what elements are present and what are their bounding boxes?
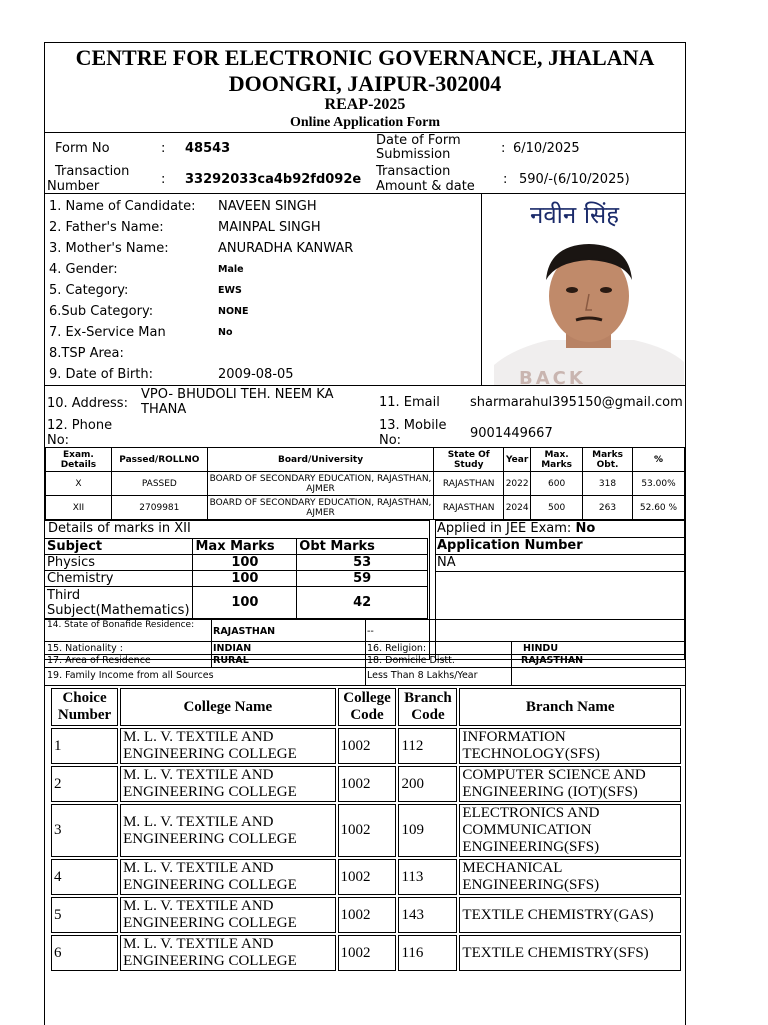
subject-cell: Third Subject(Mathematics) bbox=[45, 587, 193, 619]
mobile-label: 13. Mobile No: bbox=[379, 418, 447, 448]
column-header: State Of Study bbox=[434, 448, 504, 472]
table-row bbox=[46, 496, 685, 520]
religion-label: 16. Religion: bbox=[367, 643, 427, 654]
branch-code: 200 bbox=[398, 766, 457, 802]
table-row bbox=[46, 472, 685, 496]
divider bbox=[45, 385, 685, 386]
tsp-area-label: 8.TSP Area: bbox=[49, 346, 124, 361]
candidate-name-label: 1. Name of Candidate: bbox=[49, 199, 196, 214]
form-no-label: Form No bbox=[55, 141, 110, 156]
table-row bbox=[45, 587, 428, 619]
column-header: Subject bbox=[45, 539, 193, 555]
form-title: Online Application Form bbox=[289, 115, 441, 130]
nationality-label: 15. Nationality : bbox=[47, 643, 123, 654]
choice-number: 5 bbox=[51, 897, 118, 933]
mobile-value: 9001449667 bbox=[470, 426, 553, 441]
date-label: Date of Form Submission bbox=[376, 133, 461, 162]
subject-cell: Physics bbox=[45, 555, 193, 571]
photo-shirt-text: BACK bbox=[519, 368, 586, 386]
xii-marks-table bbox=[45, 538, 428, 619]
column-header: Choice Number bbox=[51, 688, 118, 726]
table-row bbox=[51, 728, 681, 764]
dob-value: 2009-08-05 bbox=[218, 367, 294, 382]
column-header: Max Marks bbox=[193, 539, 297, 555]
branch-code: 143 bbox=[398, 897, 457, 933]
column-header: Branch Code bbox=[398, 688, 457, 726]
divider bbox=[511, 641, 512, 685]
table-cell: 2709981 bbox=[111, 496, 207, 520]
column-header: Obt Marks bbox=[297, 539, 428, 555]
address-value: VPO- BHUDOLI TEH. NEEM KA THANA bbox=[141, 387, 334, 417]
table-cell: 2024 bbox=[504, 496, 531, 520]
table-cell: 2022 bbox=[504, 472, 531, 496]
branch-code: 112 bbox=[398, 728, 457, 764]
column-header: College Code bbox=[338, 688, 397, 726]
income-label: 19. Family Income from all Sources bbox=[47, 670, 214, 681]
college-name: M. L. V. TEXTILE AND ENGINEERING COLLEGE bbox=[120, 728, 335, 764]
state-extra: -- bbox=[367, 626, 374, 637]
table-cell: 600 bbox=[531, 472, 583, 496]
jee-value: No bbox=[575, 521, 596, 536]
column-header: Passed/ROLLNO bbox=[111, 448, 207, 472]
branch-name: MECHANICAL ENGINEERING(SFS) bbox=[459, 859, 681, 895]
email-label: 11. Email bbox=[379, 395, 440, 410]
ex-service-label: 7. Ex-Service Man bbox=[49, 325, 166, 340]
divider bbox=[365, 641, 366, 667]
choice-number: 1 bbox=[51, 728, 118, 764]
candidate-photo bbox=[494, 240, 684, 385]
phone-label: 12. Phone No: bbox=[47, 418, 113, 448]
sub-category-value: NONE bbox=[218, 306, 249, 317]
income-value: Less Than 8 Lakhs/Year bbox=[367, 670, 478, 681]
domicile-value: RAJASTHAN bbox=[521, 655, 584, 666]
table-cell: 53.00% bbox=[632, 472, 684, 496]
form-no-value: 48543 bbox=[185, 141, 231, 156]
txn-no-label: Transaction Number bbox=[47, 164, 130, 194]
mother-name-value: ANURADHA KANWAR bbox=[218, 241, 354, 256]
column-header: Max. Marks bbox=[531, 448, 583, 472]
column-header: Marks Obt. bbox=[583, 448, 633, 472]
domicile-label: 18. Domicile Distt. bbox=[367, 655, 455, 666]
choice-number: 2 bbox=[51, 766, 118, 802]
table-cell: BOARD OF SECONDARY EDUCATION, RAJASTHAN, AJMER bbox=[207, 472, 433, 496]
colon: : bbox=[161, 172, 166, 187]
college-code: 1002 bbox=[338, 728, 397, 764]
college-code: 1002 bbox=[338, 766, 397, 802]
branch-name: COMPUTER SCIENCE AND ENGINEERING (IOT)(SFS) bbox=[459, 766, 681, 802]
address-label: 10. Address: bbox=[47, 396, 128, 411]
college-name: M. L. V. TEXTILE AND ENGINEERING COLLEGE bbox=[120, 859, 335, 895]
college-name: M. L. V. TEXTILE AND ENGINEERING COLLEGE bbox=[120, 766, 335, 802]
table-cell: 263 bbox=[583, 496, 633, 520]
religion-value: HINDU bbox=[523, 643, 559, 654]
dob-label: 9. Date of Birth: bbox=[49, 367, 153, 382]
candidate-name-value: NAVEEN SINGH bbox=[218, 199, 317, 214]
branch-name: ELECTRONICS AND COMMUNICATION ENGINEERING(SFS) bbox=[459, 804, 681, 857]
exam-subtitle: REAP-2025 bbox=[324, 96, 406, 113]
table-row bbox=[51, 935, 681, 971]
table-header-row bbox=[51, 688, 681, 726]
table-row bbox=[51, 859, 681, 895]
max-marks-cell: 100 bbox=[193, 571, 297, 587]
max-marks-cell: 100 bbox=[193, 587, 297, 619]
table-header-row bbox=[46, 448, 685, 472]
xii-marks-title: Details of marks in XII bbox=[48, 521, 191, 536]
college-code: 1002 bbox=[338, 859, 397, 895]
area-value: RURAL bbox=[213, 655, 249, 666]
xii-marks-panel bbox=[45, 520, 430, 660]
branch-code: 109 bbox=[398, 804, 457, 857]
category-value: EWS bbox=[218, 285, 242, 296]
area-label: 17. Area of Residence bbox=[47, 655, 151, 666]
branch-name: TEXTILE CHEMISTRY(GAS) bbox=[459, 897, 681, 933]
obt-marks-cell: 59 bbox=[297, 571, 428, 587]
college-name: M. L. V. TEXTILE AND ENGINEERING COLLEGE bbox=[120, 804, 335, 857]
photo-panel bbox=[482, 194, 685, 385]
signature: नवीन सिंह bbox=[530, 201, 620, 229]
college-code: 1002 bbox=[338, 804, 397, 857]
obt-marks-cell: 53 bbox=[297, 555, 428, 571]
gender-value: Male bbox=[218, 264, 244, 275]
divider bbox=[45, 132, 685, 133]
jee-panel bbox=[435, 520, 685, 660]
table-cell: XII bbox=[46, 496, 112, 520]
divider bbox=[365, 667, 366, 685]
college-choices-table bbox=[49, 686, 683, 973]
table-cell: 500 bbox=[531, 496, 583, 520]
column-header: College Name bbox=[120, 688, 335, 726]
jee-label bbox=[437, 521, 595, 536]
colon: : bbox=[503, 172, 508, 187]
page-title: CENTRE FOR ELECTRONIC GOVERNANCE, JHALANA DOONGRI, JAIPUR-302004 bbox=[75, 45, 655, 96]
table-cell: X bbox=[46, 472, 112, 496]
choice-number: 3 bbox=[51, 804, 118, 857]
subject-cell: Chemistry bbox=[45, 571, 193, 587]
column-header: % bbox=[632, 448, 684, 472]
father-name-label: 2. Father's Name: bbox=[49, 220, 164, 235]
table-row bbox=[45, 571, 428, 587]
branch-name: INFORMATION TECHNOLOGY(SFS) bbox=[459, 728, 681, 764]
txn-no-value: 33292033ca4b92fd092e bbox=[185, 172, 362, 187]
choice-number: 6 bbox=[51, 935, 118, 971]
divider bbox=[436, 554, 684, 555]
table-cell: PASSED bbox=[111, 472, 207, 496]
table-cell: 52.60 % bbox=[632, 496, 684, 520]
table-row bbox=[51, 766, 681, 802]
txn-amount: 590/-(6/10/2025) bbox=[519, 172, 630, 187]
colon: : bbox=[501, 141, 506, 156]
nationality-value: INDIAN bbox=[213, 643, 252, 654]
exam-details-table bbox=[45, 447, 685, 520]
ex-service-value: No bbox=[218, 327, 233, 338]
gender-label: 4. Gender: bbox=[49, 262, 118, 277]
application-form bbox=[44, 42, 686, 1025]
table-cell: RAJASTHAN bbox=[434, 496, 504, 520]
divider bbox=[365, 619, 366, 641]
branch-code: 113 bbox=[398, 859, 457, 895]
sub-category-label: 6.Sub Category: bbox=[49, 304, 154, 319]
column-header: Board/University bbox=[207, 448, 433, 472]
jee-app-no-value: NA bbox=[437, 555, 456, 570]
state-label: 14. State of Bonafide Residence: bbox=[47, 620, 195, 630]
branch-code: 116 bbox=[398, 935, 457, 971]
jee-question: Applied in JEE Exam: bbox=[437, 521, 572, 536]
obt-marks-cell: 42 bbox=[297, 587, 428, 619]
father-name-value: MAINPAL SINGH bbox=[218, 220, 321, 235]
max-marks-cell: 100 bbox=[193, 555, 297, 571]
column-header: Year bbox=[504, 448, 531, 472]
table-row bbox=[51, 897, 681, 933]
table-header-row bbox=[45, 539, 428, 555]
table-cell: RAJASTHAN bbox=[434, 472, 504, 496]
mother-name-label: 3. Mother's Name: bbox=[49, 241, 169, 256]
candidate-details bbox=[45, 193, 481, 385]
college-code: 1002 bbox=[338, 935, 397, 971]
divider bbox=[211, 619, 212, 641]
divider bbox=[211, 641, 212, 667]
column-header: Branch Name bbox=[459, 688, 681, 726]
college-name: M. L. V. TEXTILE AND ENGINEERING COLLEGE bbox=[120, 897, 335, 933]
college-name: M. L. V. TEXTILE AND ENGINEERING COLLEGE bbox=[120, 935, 335, 971]
choice-number: 4 bbox=[51, 859, 118, 895]
category-label: 5. Category: bbox=[49, 283, 129, 298]
txn-amt-label: Transaction Amount & date bbox=[376, 164, 475, 194]
table-cell: 318 bbox=[583, 472, 633, 496]
college-code: 1002 bbox=[338, 897, 397, 933]
colon: : bbox=[161, 141, 166, 156]
state-label-line1 bbox=[47, 620, 197, 630]
state-value: RAJASTHAN bbox=[213, 626, 276, 637]
table-cell: BOARD OF SECONDARY EDUCATION, RAJASTHAN, AJMER bbox=[207, 496, 433, 520]
branch-name: TEXTILE CHEMISTRY(SFS) bbox=[459, 935, 681, 971]
jee-app-no-label: Application Number bbox=[437, 538, 583, 553]
divider bbox=[436, 571, 684, 572]
table-row bbox=[51, 804, 681, 857]
column-header: Exam. Details bbox=[46, 448, 112, 472]
email-value: sharmarahul395150@gmail.com bbox=[470, 395, 683, 410]
submission-date: 6/10/2025 bbox=[513, 141, 580, 156]
table-row bbox=[45, 555, 428, 571]
